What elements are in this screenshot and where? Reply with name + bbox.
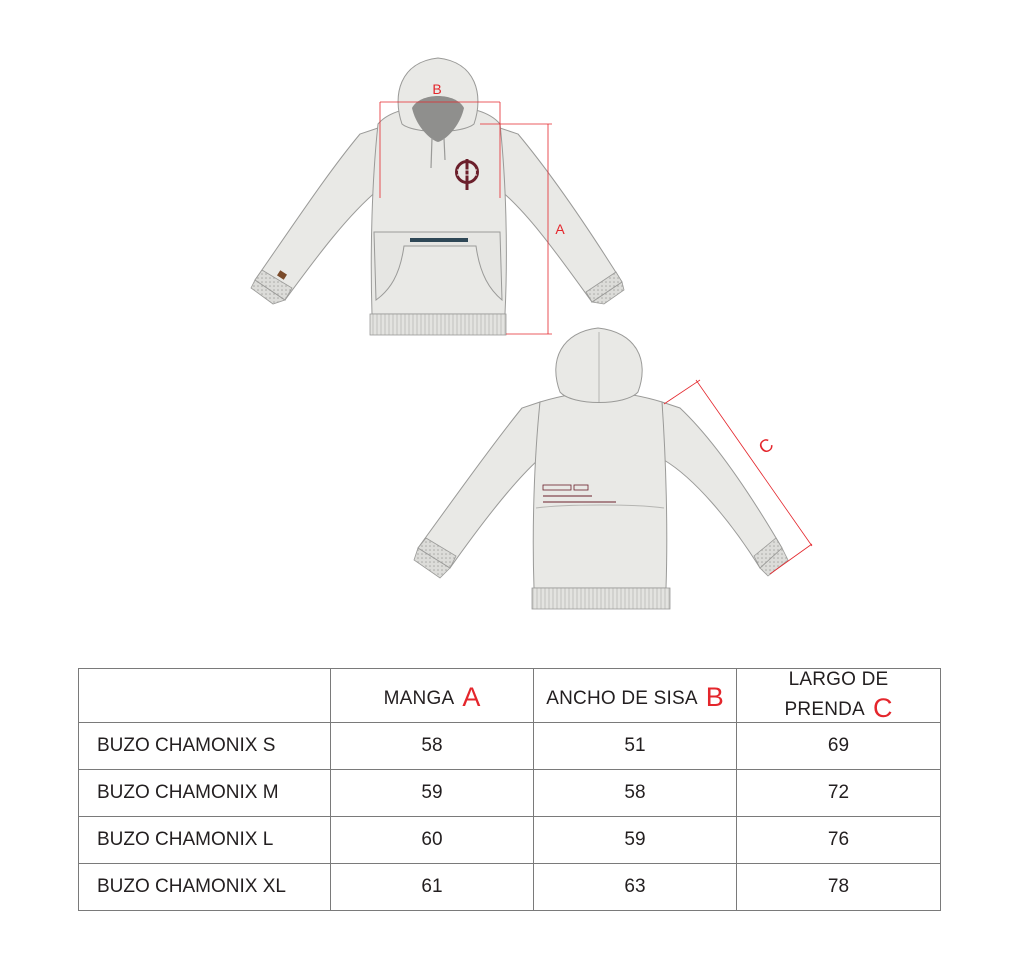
largo-de-prenda-value: 72 xyxy=(737,770,941,817)
front-left-sleeve xyxy=(255,128,378,300)
header-label: LARGO DE PRENDA xyxy=(784,669,889,720)
largo-de-prenda-value: 76 xyxy=(737,817,941,864)
table-row xyxy=(79,770,941,817)
largo-de-prenda-value: 69 xyxy=(737,723,941,770)
ancho-de-sisa-value: 59 xyxy=(534,817,737,864)
row-name: BUZO CHAMONIX M xyxy=(79,770,331,817)
header-largo-de-prenda xyxy=(737,669,941,723)
table-header-row xyxy=(79,669,941,723)
manga-value: 60 xyxy=(331,817,534,864)
header-letter: C xyxy=(872,693,893,723)
ancho-de-sisa-value: 51 xyxy=(534,723,737,770)
ancho-de-sisa-value: 63 xyxy=(534,864,737,911)
front-right-sleeve xyxy=(500,128,622,302)
size-chart-table xyxy=(78,668,941,911)
back-right-sleeve xyxy=(662,402,782,568)
table-row xyxy=(79,864,941,911)
header-ancho-de-sisa xyxy=(534,669,737,723)
ancho-de-sisa-value: 58 xyxy=(534,770,737,817)
manga-value: 59 xyxy=(331,770,534,817)
manga-value: 58 xyxy=(331,723,534,770)
header-letter: B xyxy=(705,682,724,712)
header-manga xyxy=(331,669,534,723)
row-name: BUZO CHAMONIX S xyxy=(79,723,331,770)
measure-a-label: A xyxy=(555,221,565,237)
back-waistband xyxy=(532,588,670,609)
header-label: MANGA xyxy=(383,688,455,709)
header-letter: A xyxy=(462,682,481,712)
front-waistband xyxy=(370,314,506,335)
hoodie-front-view xyxy=(251,58,624,335)
pocket-zipper xyxy=(410,238,468,242)
table-row xyxy=(79,723,941,770)
header-empty-cell xyxy=(79,669,331,723)
back-left-sleeve xyxy=(418,402,540,568)
hoodie-back-view xyxy=(414,328,812,609)
table-row xyxy=(79,817,941,864)
manga-value: 61 xyxy=(331,864,534,911)
measure-b-label: B xyxy=(432,81,442,97)
largo-de-prenda-value: 78 xyxy=(737,864,941,911)
measure-c-label: C xyxy=(754,434,778,458)
row-name: BUZO CHAMONIX XL xyxy=(79,864,331,911)
header-label: ANCHO DE SISA xyxy=(546,688,698,709)
row-name: BUZO CHAMONIX L xyxy=(79,817,331,864)
